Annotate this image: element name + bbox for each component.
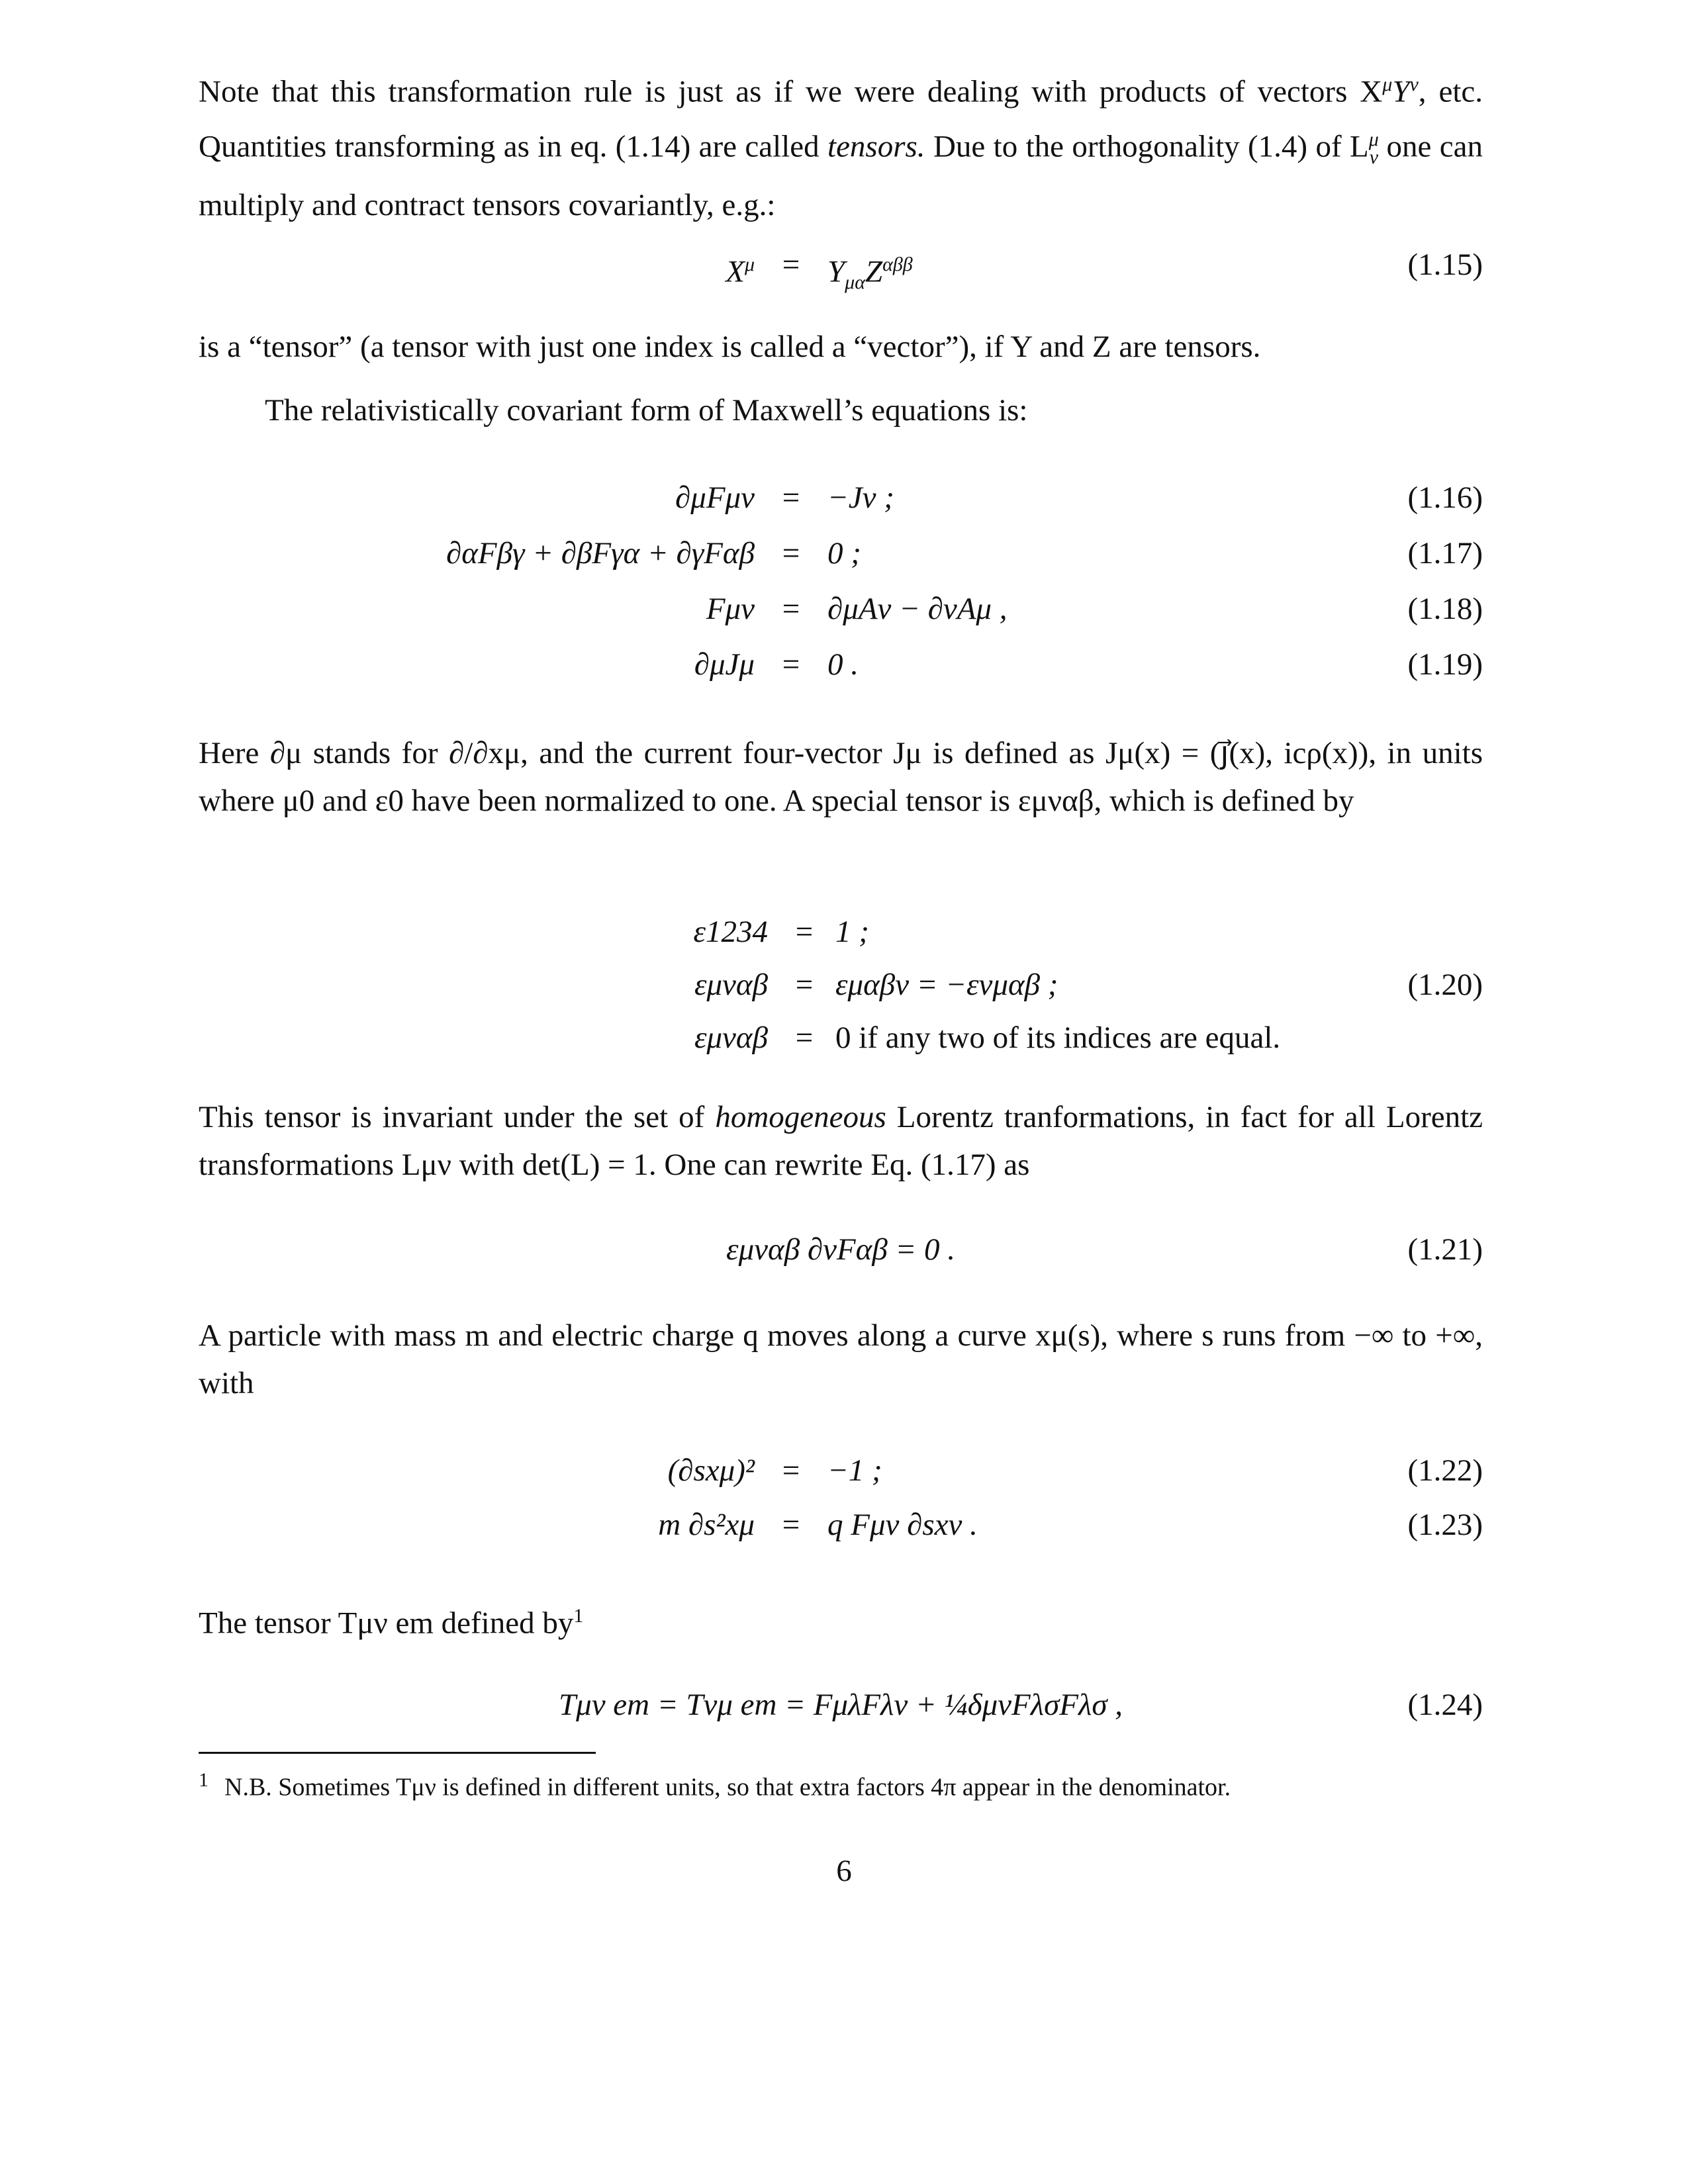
equation-1-24: Tμν em = Tνμ em = FμλFλν + ¼δμνFλσFλσ , (1.24) bbox=[558, 1688, 1483, 1722]
epsilon-def-1: ε1234 = 1 ; bbox=[693, 915, 869, 949]
equation-1-22: (∂sxμ)² = −1 ; (1.22) bbox=[667, 1453, 1483, 1488]
equation-1-23: m ∂s²xμ = q Fμν ∂sxν . (1.23) bbox=[658, 1508, 1483, 1542]
equation-1-21: εμναβ ∂νFαβ = 0 . (1.21) bbox=[726, 1232, 1483, 1267]
epsilon-def-3: εμναβ = 0 if any two of its indices are equal. bbox=[694, 1021, 1281, 1055]
paragraph-2: is a “tensor” (a tensor with just one index is called a “vector”), if Y and Z are tensors. bbox=[199, 330, 1261, 364]
epsilon-def-2: εμναβ = εμαβν = −ενμαβ ; (1.20) bbox=[694, 968, 1483, 1002]
page-number: 6 bbox=[836, 1854, 852, 1888]
paragraph-6: A particle with mass m and electric charge q moves along a curve xμ(s), where s runs from −∞ to +∞, with bbox=[199, 1318, 1483, 1400]
paragraph-5: This tensor is invariant under the set of homogeneous Lorentz tranformations, in fact for all Lorentz transformations Lμν with det(L) = 1. One can rewrite Eq. (1.17) as bbox=[199, 1100, 1483, 1182]
footnote-rule bbox=[199, 1752, 596, 1754]
footnote-text: N.B. Sometimes Tμν is defined in different units, so that extra factors 4π appear in the denominator. bbox=[224, 1773, 1231, 1801]
emph-homogeneous: homogeneous bbox=[715, 1100, 886, 1134]
equation-1-19: ∂μJμ = 0 . (1.19) bbox=[694, 647, 1483, 682]
footnote-reference[interactable]: 1 bbox=[573, 1605, 584, 1627]
equation-1-18: Fμν = ∂μAν − ∂νAμ , (1.18) bbox=[706, 592, 1483, 626]
paragraph-7: The tensor Tμν em defined $by^1$ bbox=[199, 1605, 584, 1641]
footnote bbox=[199, 1760, 1496, 1807]
footnote-mark: 1 bbox=[199, 1769, 209, 1791]
paragraph-3: The relativistically covariant form of Maxwell’s equations is: bbox=[265, 393, 1028, 428]
emph-tensors: tensors. bbox=[827, 129, 925, 164]
equation-1-17: ∂αFβγ + ∂βFγα + ∂γFαβ = 0 ; (1.17) bbox=[445, 536, 1483, 570]
paragraph-1: Note that this transformation rule is just as if we were dealing with products of vectors $X^\mu Y^\nu$, etc. Quantities transforming as in eq. (1.14) are called tensors. Due to the orthogonality (1.4) of $L^\mu_\nu$ one can multiply and contract tensors covariantly, e.g.: bbox=[199, 73, 1483, 222]
equation-1-16: ∂μFμν = −Jν ; (1.16) bbox=[675, 480, 1483, 515]
equation-number: (1.15) bbox=[1407, 248, 1483, 282]
paragraph-4: Here ∂μ stands for ∂/∂xμ, and the current four-vector Jμ is defined as Jμ(x) = (j⃗(x), icρ(x)), in units where μ0 and ε0 have been normalized to one. A special tensor is εμναβ, which is defined by bbox=[199, 736, 1483, 818]
equation-1-15: $X^\mu$ = $Y_{\mu\alpha}Z^{\alpha\beta\beta}$ (1.15) bbox=[199, 241, 1483, 289]
